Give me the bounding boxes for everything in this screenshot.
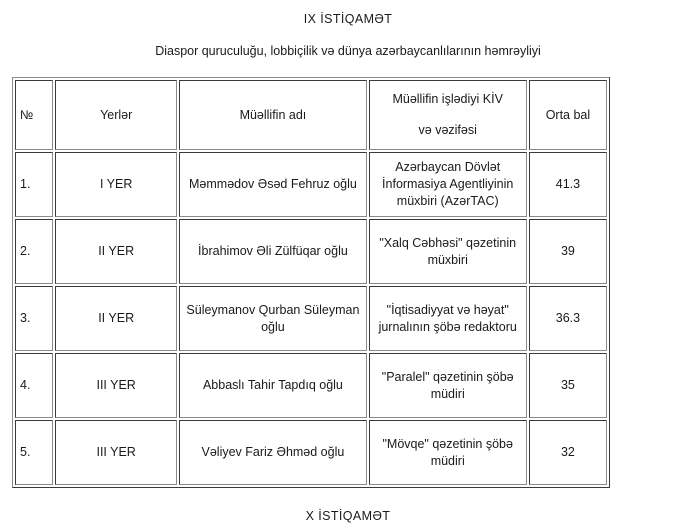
header-media-line: Müəllifin işlədiyi KİV bbox=[392, 92, 503, 106]
row-average-score: 41.3 bbox=[529, 152, 607, 217]
row-media-position: "Mövqe" qəzetinin şöbə müdiri bbox=[369, 420, 527, 485]
row-place: I YER bbox=[55, 152, 177, 217]
table-row bbox=[15, 219, 607, 284]
row-number: 3. bbox=[15, 286, 53, 351]
header-gap bbox=[374, 108, 522, 122]
row-author-name: Vəliyev Fariz Əhməd oğlu bbox=[179, 420, 366, 485]
row-average-score: 36.3 bbox=[529, 286, 607, 351]
row-media-position: "Paralel" qəzetinin şöbə müdiri bbox=[369, 353, 527, 418]
row-author-name: Məmmədov Əsəd Fehruz oğlu bbox=[179, 152, 366, 217]
results-table bbox=[12, 77, 610, 488]
row-place: III YER bbox=[55, 353, 177, 418]
row-media-position: "İqtisadiyyat və həyat" jurnalının şöbə redaktoru bbox=[369, 286, 527, 351]
table-header-row bbox=[15, 80, 607, 150]
table-row bbox=[15, 353, 607, 418]
header-number: № bbox=[15, 80, 53, 150]
row-author-name: İbrahimov Əli Zülfüqar oğlu bbox=[179, 219, 366, 284]
row-author-name: Süleymanov Qurban Süleyman oğlu bbox=[179, 286, 366, 351]
section-subtitle: Diaspor quruculuğu, lobbiçilik və dünya azərbaycanlılarının həmrəyliyi bbox=[155, 44, 541, 58]
row-place: II YER bbox=[55, 219, 177, 284]
row-average-score: 32 bbox=[529, 420, 607, 485]
row-number: 4. bbox=[15, 353, 53, 418]
header-position-line: və vəzifəsi bbox=[418, 123, 477, 137]
header-media-position bbox=[369, 80, 527, 150]
row-place: II YER bbox=[55, 286, 177, 351]
header-author-name: Müəllifin adı bbox=[179, 80, 366, 150]
header-place: Yerlər bbox=[55, 80, 177, 150]
row-place: III YER bbox=[55, 420, 177, 485]
section-title: IX İSTİQAMƏT bbox=[303, 12, 393, 26]
table-row bbox=[15, 286, 607, 351]
row-average-score: 39 bbox=[529, 219, 607, 284]
header-average-score: Orta bal bbox=[529, 80, 607, 150]
row-media-position: "Xalq Cəbhəsi" qəzetinin müxbiri bbox=[369, 219, 527, 284]
row-number: 5. bbox=[15, 420, 53, 485]
row-average-score: 35 bbox=[529, 353, 607, 418]
next-section-title: X İSTİQAMƏT bbox=[305, 509, 391, 523]
row-number: 2. bbox=[15, 219, 53, 284]
row-number: 1. bbox=[15, 152, 53, 217]
row-author-name: Abbaslı Tahir Tapdıq oğlu bbox=[179, 353, 366, 418]
table-row bbox=[15, 152, 607, 217]
row-media-position: Azərbaycan Dövlət İnformasiya Agentliyinin müxbiri (AzərTAC) bbox=[369, 152, 527, 217]
table-row bbox=[15, 420, 607, 485]
